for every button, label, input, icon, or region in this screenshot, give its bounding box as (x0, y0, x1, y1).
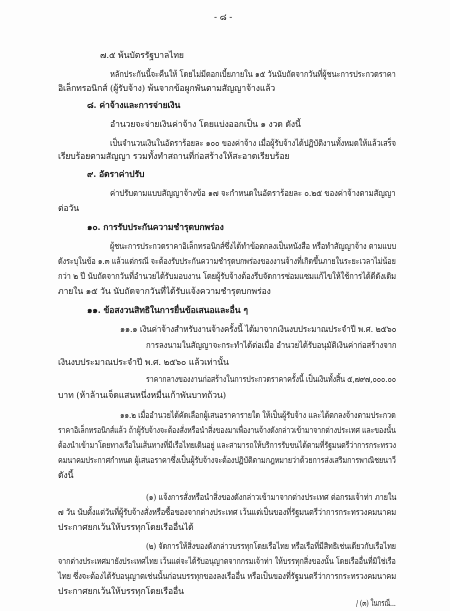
section-8-line: อำนวยจะจ่ายเงินค่าจ้าง โดยแบ่งออกเป็น ๑ งวด ดังนี้ (110, 120, 301, 130)
section-8-heading: ๘. ค่าจ้างและการจ่ายเงิน (87, 101, 181, 111)
section-9-line: ต่อวัน (58, 204, 80, 214)
section-11-2-2-line: ประกาศยกเว้นให้บรรทุกโดยเรืออื่น (58, 587, 184, 597)
section-7-5-line: หลักประกันนี้จะคืนให้ โดยไม่มีดอกเบี้ยภายใน ๑๕ วันนับถัดจากวันที่ผู้ชนะการประกวดราคา (110, 70, 396, 80)
section-11-2-line: ๑๑.๒ เมื่ออำนวยได้คัดเลือกผู้เสนอราคารายใด ให้เป็นผู้รับจ้าง และได้ตกลงจ้างตามประกวด (120, 411, 396, 421)
section-10-line: ผู้ชนะการประกวดราคาอิเล็กทรอนิกส์ซึ่งได้ทำข้อตกลงเป็นหนังสือ หรือทำสัญญาจ้าง ตามแบบ (110, 242, 397, 252)
section-11-2-line: คมนาคมประกาศกำหนด ผู้เสนอราคาซึ่งเป็นผู้รับจ้างจะต้องปฏิบัติตามกฎหมายว่าด้วยการส่งเสริมการพาณิชยนาวี (58, 456, 396, 466)
section-11-2-line: ดังนี้ (58, 471, 74, 481)
section-10-line: กว่า ๒ ปี นับถัดจากวันที่อำนวยได้รับมอบงาน โดยผู้รับจ้างต้องรีบจัดการซ่อมแซมแก้ไขให้ใช้การได้ดีดังเดิม (58, 272, 397, 282)
section-11-1-line: ๑๑.๑ เงินค่าจ้างสำหรับงานจ้างครั้งนี้ ได้มาจากเงินงบประมาณประจำปี พ.ศ. ๒๕๖๐ (120, 325, 397, 335)
section-7-5-heading: ๗.๕ พ้นบัตรรัฐบาลไทย (100, 51, 184, 61)
section-11-1-line: การลงนามในสัญญาจะกระทำได้ต่อเมื่อ อำนวยได้รับอนุมัติเงินค่าก่อสร้างจาก (146, 341, 397, 351)
section-11-1-line: ราคากลางของงานก่อสร้างในการประกวดราคาครั้งนี้ เป็นเงินทั้งสิ้น ๕,๗๙๗,๐๐๐.๐๐ (146, 375, 396, 385)
section-8-line: เป็นจำนวนเงินในอัตราร้อยละ ๑๐๐ ของค่าจ้าง เมื่อผู้รับจ้างได้ปฏิบัติงานทั้งหมดให้แล้วเสร็จ (110, 139, 396, 149)
section-9-line: ค่าปรับตามแบบสัญญาจ้างข้อ ๑๗ จะกำหนดในอัตราร้อยละ ๐.๒๕ ของค่าจ้างตามสัญญา (110, 189, 396, 199)
section-10-heading: ๑๐. การรับประกันความชำรุดบกพร่อง (87, 223, 224, 233)
section-11-2-line: ต้องนำเข้ามาโดยทางเรือในเส้นทางที่มีเรือไทยเดินอยู่ และสามารถให้บริการรับขนได้ตามที่รัฐมนตรีว่าการกระทรวง (58, 441, 396, 451)
section-8-line: เรียบร้อยตามสัญญา รวมทั้งทำสถานที่ก่อสร้างให้สะอาดเรียบร้อย (58, 152, 290, 162)
section-9-heading: ๙. อัตราค่าปรับ (87, 170, 145, 180)
section-7-5-line: อิเล็กทรอนิกส์ (ผู้รับจ้าง) พ้นจากข้อผูกพันตามสัญญาจ้างแล้ว (58, 84, 276, 94)
section-10-line: ดังระบุในข้อ ๑.๓ แล้วแต่กรณี จะต้องรับประกันความชำรุดบกพร่องของงานจ้างที่เกิดขึ้นภายในระยะเวลาไม่น้อย (58, 257, 396, 267)
section-11-2-2-line: (๒) จัดการให้สิ่งของดังกล่าวบรรทุกโดยเรือไทย หรือเรือที่มีสิทธิเช่นเดียวกับเรือไทย (146, 542, 396, 552)
section-11-heading: ๑๑. ข้อสงวนสิทธิในการยื่นข้อเสนอและอื่น ๆ (87, 306, 248, 316)
section-11-2-1-line: (๑) แจ้งการสั่งหรือนำสิ่งของดังกล่าวเข้ามาจากต่างประเทศ ต่อกรมเจ้าท่า ภายใน (146, 493, 397, 503)
section-10-line: ภายใน ๑๕ วัน นับถัดจากวันที่ได้รับแจ้งความชำรุดบกพร่อง (58, 287, 271, 297)
section-11-2-1-line: ประกาศยกเว้นให้บรรทุกโดยเรืออื่นได้ (58, 523, 194, 533)
section-11-2-2-line: จากต่างประเทศมายังประเทศไทย เว้นแต่จะได้รับอนุญาตจากกรมเจ้าท่า ให้บรรทุกสิ่งของนั้น โดยเรืออื่นที่มิใช่เรือ (58, 557, 396, 567)
section-11-1-line: บาท (ห้าล้านเจ็ดแสนหนึ่งหมื่นเก้าพันบาทถ้วน) (58, 391, 226, 401)
section-11-2-line: ราคาอิเล็กทรอนิกส์แล้ว ถ้าผู้รับจ้างจะต้องสั่งหรือนำสิ่งของมาเพื่องานจ้างดังกล่าวเข้ามาจากต่างประเทศ และของนั้น (58, 426, 396, 436)
page-number: - ๘ - (214, 13, 233, 23)
continuation-note: / (๓) ในกรณี... (356, 599, 396, 609)
section-11-1-line: เงินงบประมาณประจำปี พ.ศ. ๒๕๖๐ แล้วเท่านั้น (58, 358, 229, 368)
section-11-2-1-line: ๗ วัน นับตั้งแต่วันที่ผู้รับจ้างสั่งหรือซื้อของจากต่างประเทศ เว้นแต่เป็นของที่รัฐมนตรีว่าการกระทรวงคมนาคม (58, 508, 397, 518)
section-11-2-2-line: ไทย ซึ่งจะต้องได้รับอนุญาตเช่นนั้นก่อนบรรทุกของลงเรืออื่น หรือเป็นของที่รัฐมนตรีว่าการกระทรวงคมนาคม (58, 572, 397, 582)
